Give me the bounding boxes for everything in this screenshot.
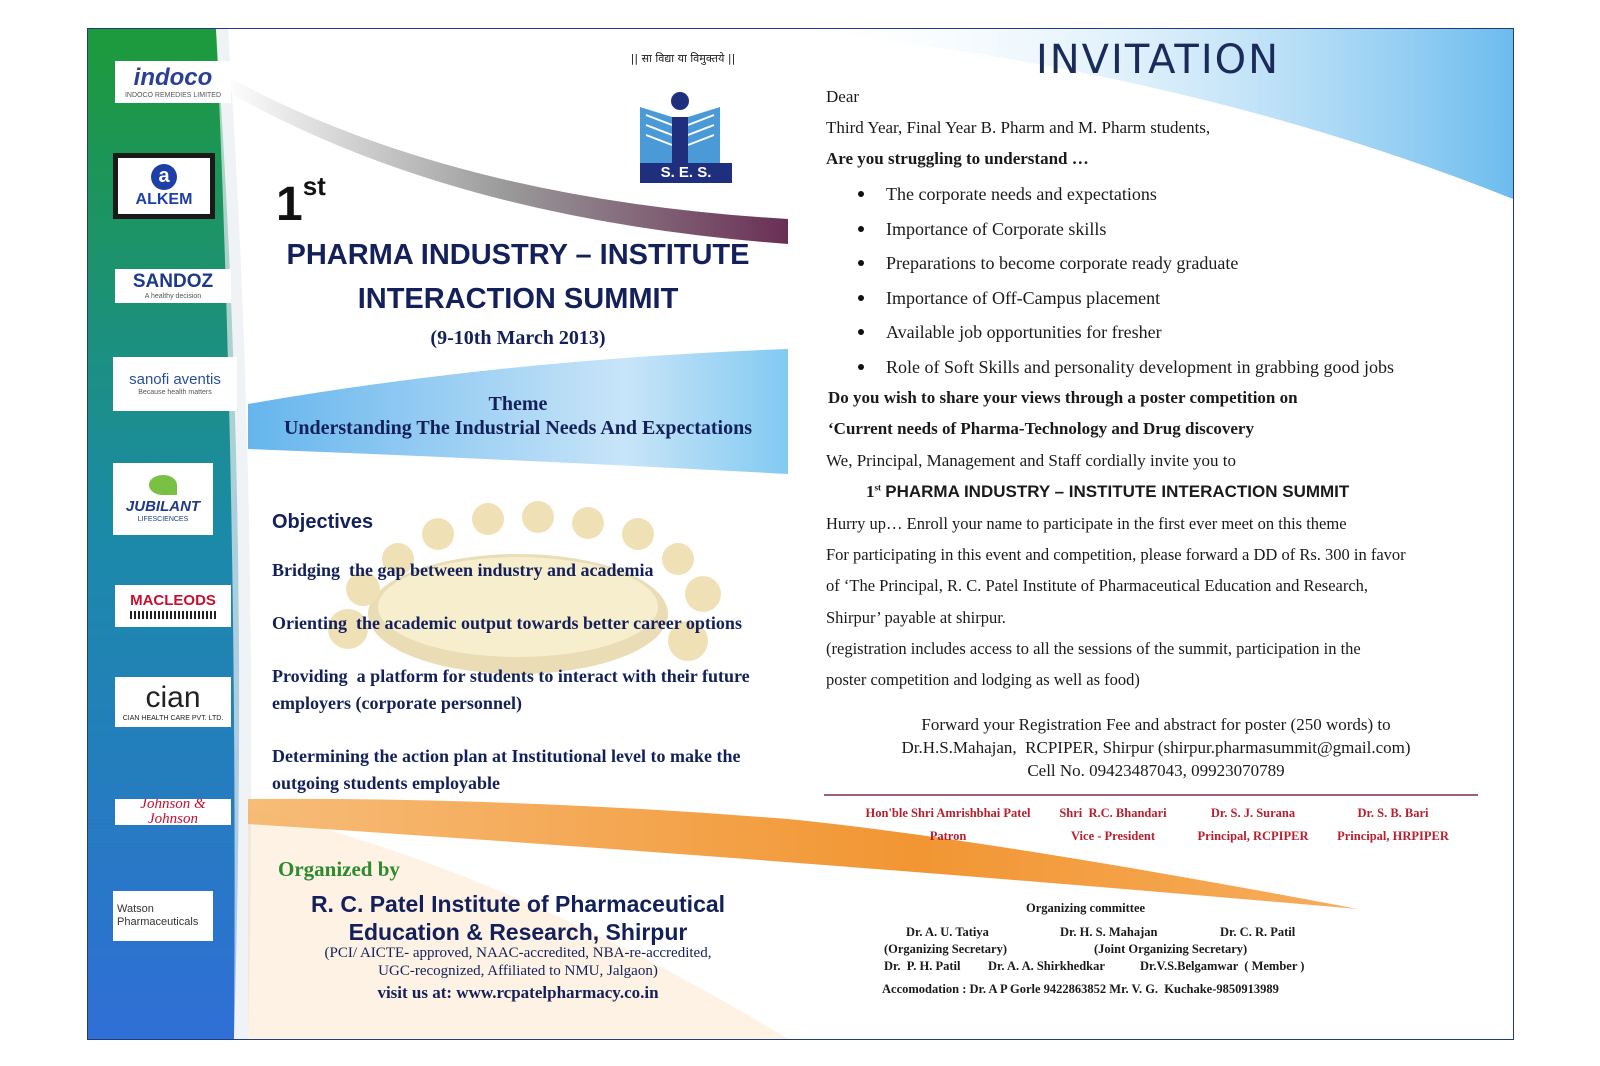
ses-motto: || सा विद्या या विमुक्तये || (630, 52, 736, 65)
bullet-icon (858, 191, 864, 197)
signatory-role: Vice - President (1070, 829, 1155, 843)
organizer-name-line2: Education & Research, Shirpur (348, 919, 688, 945)
cian-logo (115, 677, 231, 727)
signatory-name: Dr. S. J. Surana (1210, 806, 1296, 820)
needs-list-item (826, 322, 1486, 357)
macleods-barcode-icon (130, 611, 216, 619)
summit-title-line1: PHARMA INDUSTRY – INSTITUTE (286, 239, 750, 271)
alkem-logo-text: ALKEM (135, 191, 193, 208)
bullet-icon (858, 226, 864, 232)
invite-line: We, Principal, Management and Staff cordially invite you to (826, 451, 1236, 470)
indoco-logo (115, 61, 231, 103)
forward-line2: Dr.H.S.Mahajan, RCPIPER, Shirpur (shirpur.pharmasummit@gmail.com) (901, 738, 1411, 757)
committee-heading: Organizing committee (1026, 901, 1146, 915)
invitation-poster (87, 28, 1514, 1040)
organizer-name-line1: R. C. Patel Institute of Pharmaceutical (310, 891, 726, 917)
objective-4-line2: outgoing students employable (272, 773, 501, 793)
greeting: Dear (826, 87, 860, 106)
summit-ordinal-number: 1 (276, 178, 303, 231)
summit-name-ordinal: 1 (866, 482, 875, 501)
needs-list-item (826, 253, 1486, 288)
jubilant-logo-sub: LIFESCIENCES (137, 516, 189, 523)
sandoz-logo (115, 269, 231, 303)
registration-line1: (registration includes access to all the sessions of the summit, participation in the (826, 639, 1361, 658)
summit-name-suffix: st (874, 482, 881, 493)
poster-line2: ‘Current needs of Pharma-Technology and Drug discovery (828, 419, 1254, 438)
needs-item-text: Preparations to become corporate ready graduate (886, 253, 1239, 273)
signatory-name: Dr. S. B. Bari (1357, 806, 1429, 820)
needs-item-text: The corporate needs and expectations (886, 184, 1157, 204)
watson-logo-text: Watson (117, 903, 154, 915)
alkem-logo (113, 153, 215, 219)
sanofi-logo-sub: Because health matters (138, 389, 212, 396)
jubilant-logo (113, 463, 213, 535)
needs-list-item (826, 184, 1486, 219)
needs-list (826, 184, 1486, 391)
summit-name-text: PHARMA INDUSTRY – INSTITUTE INTERACTION SUMMIT (885, 482, 1350, 501)
watson-logo-sub: Pharmaceuticals (117, 916, 199, 928)
summit-ordinal-suffix: st (302, 171, 326, 201)
watson-logo (113, 891, 213, 941)
summit-name-line (866, 482, 1349, 502)
macleods-logo (115, 585, 231, 627)
signatory-role: Principal, RCPIPER (1197, 829, 1309, 843)
committee-member: Dr. H. S. Mahajan (1060, 925, 1158, 939)
objectives-heading: Objectives (272, 511, 374, 533)
objective-4-line1: Determining the action plan at Institutional level to make the (272, 746, 741, 766)
summit-title-line2: INTERACTION SUMMIT (357, 283, 679, 315)
sandoz-logo-sub: A healthy decision (144, 293, 202, 300)
theme-label: Theme (488, 393, 548, 415)
bullet-icon (858, 295, 864, 301)
bullet-icon (858, 329, 864, 335)
hurry-line: Hurry up… Enroll your name to participate in the first ever meet on this theme (826, 514, 1347, 533)
needs-item-text: Available job opportunities for fresher (886, 322, 1162, 342)
indoco-logo-text: indoco (133, 63, 213, 91)
johnson-logo-text: Johnson & Johnson (140, 799, 206, 825)
committee-member: Dr. A. U. Tatiya (906, 925, 989, 939)
cian-logo-sub: CIAN HEALTH CARE PVT. LTD. (122, 714, 224, 722)
poster-line1: Do you wish to share your views through a poster competition on (828, 388, 1298, 407)
fee-line1: For participating in this event and competition, please forward a DD of Rs. 300 in favor (826, 545, 1406, 564)
organized-by-label: Organized by (278, 857, 400, 881)
website-link[interactable]: visit us at: www.rcpatelpharmacy.co.in (377, 983, 659, 1002)
signatory-name: Shri R.C. Bhandari (1059, 806, 1167, 820)
committee-role: (Joint Organizing Secretary) (1094, 942, 1248, 956)
signatory-name: Hon'ble Shri Amrishbhai Patel (865, 806, 1031, 820)
indoco-logo-sub: INDOCO REMEDIES LIMITED (124, 91, 222, 99)
fee-line2: of ‘The Principal, R. C. Patel Institute of Pharmaceutical Education and Research, (826, 576, 1369, 595)
accreditation-line2: UGC-recognized, Affiliated to NMU, Jalgaon) (378, 963, 658, 979)
accommodation-contact: Accomodation : Dr. A P Gorle 9422863852 Mr. V. G. Kuchake-9850913989 (882, 982, 1279, 996)
committee-role: (Organizing Secretary) (884, 942, 1007, 956)
needs-list-item (826, 288, 1486, 323)
bullet-icon (858, 364, 864, 370)
sanofi-logo-text: sanofi aventis (129, 371, 221, 388)
invitation-heading: INVITATION (1035, 37, 1281, 83)
forward-line1: Forward your Registration Fee and abstract for poster (250 words) to (921, 715, 1391, 734)
needs-list-item (826, 219, 1486, 254)
johnson-johnson-logo (115, 799, 231, 825)
sandoz-logo-text: SANDOZ (132, 271, 214, 292)
committee-member: Dr. P. H. Patil (884, 959, 961, 973)
signatory-role: Patron (929, 829, 967, 843)
needs-list-item (826, 357, 1486, 392)
committee-member: Dr. A. A. Shirkhedkar (988, 959, 1105, 973)
bullet-icon (858, 260, 864, 266)
registration-line2: poster competition and lodging as well as food) (826, 670, 1140, 689)
cian-logo-text: cian (145, 680, 201, 714)
objective-2: Orienting the academic output towards better career options (272, 613, 742, 633)
alkem-a-icon: a (151, 164, 177, 190)
accreditation-line1: (PCI/ AICTE- approved, NAAC-accredited, NBA-re-accredited, (324, 945, 712, 961)
needs-item-text: Importance of Off-Campus placement (886, 287, 1161, 308)
audience: Third Year, Final Year B. Pharm and M. Pharm students, (826, 118, 1211, 137)
ses-label: S. E. S. (660, 164, 712, 181)
signatory-role: Principal, HRPIPER (1337, 829, 1449, 843)
macleods-logo-text: MACLEODS (130, 592, 216, 609)
question: Are you struggling to understand … (826, 149, 1089, 168)
committee-member: Dr.V.S.Belgamwar ( Member ) (1140, 959, 1305, 973)
committee-member: Dr. C. R. Patil (1220, 925, 1296, 939)
theme-text: Understanding The Industrial Needs And Expectations (283, 417, 753, 439)
objective-1: Bridging the gap between industry and academia (272, 560, 654, 580)
objective-3-line1: Providing a platform for students to interact with their future (272, 666, 750, 686)
forward-line3: Cell No. 09423487043, 09923070789 (1027, 761, 1285, 780)
summit-ordinal (276, 171, 326, 232)
jubilant-logo-text: JUBILANT (125, 498, 201, 515)
jubilant-leaf-icon (149, 475, 177, 495)
fee-line3: Shirpur’ payable at shirpur. (826, 608, 1006, 627)
objective-3-line2: employers (corporate personnel) (272, 693, 522, 713)
sanofi-aventis-logo (113, 357, 237, 411)
needs-item-text: Role of Soft Skills and personality development in grabbing good jobs (886, 356, 1394, 377)
needs-item-text: Importance of Corporate skills (886, 218, 1107, 239)
summit-dates: (9-10th March 2013) (430, 327, 606, 349)
